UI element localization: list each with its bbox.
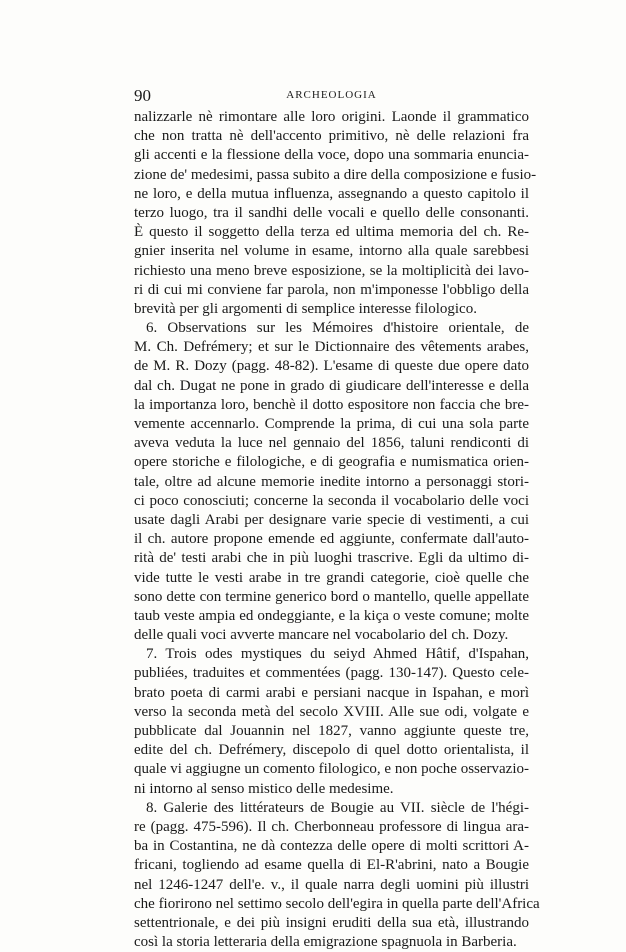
text-line: vemente accennarlo. Comprende la prima, di cui una sola parte (134, 416, 529, 432)
text-line: ba in Costantina, ne dà contezza delle opere di molti scrittori A- (134, 838, 529, 855)
text-line: nel 1246-1247 dell'e. v., il quale narra degli uomini più illustri (134, 876, 529, 893)
text-line: opere storiche e filologiche, e di geografia e numismatica orien- (134, 454, 529, 471)
text-line: de M. R. Dozy (pagg. 48-82). L'esame di queste due opere dato (134, 358, 529, 375)
text-line: brato poeta di carmi arabi e persiani nacque in Ispahan, e morì (134, 684, 529, 701)
text-line: settentrionale, e dei più insigni eruditi della sua età, illustrando (134, 914, 529, 931)
text-line: tale, oltre ad alcune memorie inedite intorno a personaggi stori- (134, 473, 529, 490)
text-line: vide tutte le vesti arabe in tre grandi categorie, cioè quelle che (134, 569, 529, 586)
text-line: ci poco conosciuti; concerne la seconda il vocabolario delle voci (134, 492, 529, 509)
page-number: 90 (134, 86, 151, 105)
text-line: gnier inserita nel volume in esame, intorno alla quale sarebbesi (134, 243, 529, 260)
text-line: brevità per gli argomenti di semplice interesse filologico. (134, 300, 477, 317)
body-text (134, 108, 540, 952)
text-line: ne loro, e della mutua influenza, assegnando a questo capitolo il (134, 185, 529, 202)
text-line: richiesto una meno breve esposizione, se la moltiplicità dei lavo- (134, 262, 529, 279)
text-line: 7. Trois odes mystiques du seiyd Ahmed Hâtif, d'Ispahan, (146, 646, 529, 663)
text-line: È questo il soggetto della terza ed ultima memoria del ch. Re- (134, 224, 529, 241)
text-line: verso la seconda metà del secolo XVIII. Alle sue odi, volgate e (134, 703, 529, 720)
text-line: ri di cui mi conviene far parola, non m'imponesse l'obbligo della (134, 281, 529, 298)
text-line: edite del ch. Defrémery, discepolo di quel dotto orientalista, il (134, 742, 529, 759)
text-line: fricani, togliendo ad esame quella di El-R'abrini, nato a Bougie (134, 857, 529, 874)
text-line: così la storia letteraria della emigrazione spagnuola in Barberia. (134, 934, 517, 951)
text-line: aveva veduta la luce nel gennaio del 1856, taluni rendiconti di (134, 435, 529, 452)
running-head: ARCHEOLOGIA (286, 89, 377, 101)
text-line: che fiorirono nel settimo secolo dell'egira in quella parte dell'Africa (134, 895, 540, 912)
text-line: ni intorno al senso mistico delle medesime. (134, 780, 394, 797)
text-line: M. Ch. Defrémery; et sur le Dictionnaire des vêtements arabes, (134, 339, 529, 356)
text-line: taub veste ampia ed ondeggiante, e la kiça o veste comune; molte (134, 607, 529, 624)
text-line: delle quali voci avverte mancare nel vocabolario del ch. Dozy. (134, 627, 509, 644)
page-header (134, 86, 529, 106)
text-line: re (pagg. 475-596). Il ch. Cherbonneau professore di lingua ara- (134, 818, 529, 835)
text-line: pubblicate dal Jouannin nel 1827, vanno aggiunte queste tre, (134, 723, 529, 739)
text-line: che non tratta nè dell'accento primitivo, nè delle relazioni fra (134, 128, 529, 145)
text-line: zione de' medesimi, passa subito a dire della composizione e fusio- (134, 166, 537, 183)
text-line: 6. Observations sur les Mémoires d'histoire orientale, de (146, 320, 529, 337)
text-line: nalizzarle nè rimontare alle loro origini. Laonde il grammatico (134, 109, 529, 125)
text-line: quale vi aggiugne un comento filologico, e non poche osservazio- (134, 761, 529, 778)
text-line: il ch. autore propone emende ed aggiunte, confermate dall'auto- (134, 531, 529, 548)
text-line: gli accenti e la flessione della voce, dopo una sommaria enuncia- (134, 147, 529, 164)
text-line: publiées, traduites et commentées (pagg. 130-147). Questo cele- (134, 665, 529, 682)
text-line: dal ch. Dugat ne pone in grado di giudicare dell'interesse e della (134, 377, 529, 394)
text-line: terzo luogo, tra il sandhi delle vocali e quello delle consonanti. (134, 204, 529, 221)
text-line: 8. Galerie des littérateurs de Bougie au VII. siècle de l'hégi- (146, 799, 529, 816)
text-line: usate dagli Arabi per designare varie specie di vestimenti, a cui (134, 511, 529, 528)
text-line: rità de' testi arabi che in più luoghi trascrive. Egli da ultimo di- (134, 550, 529, 567)
text-line: la importanza loro, benchè il dotto espositore non faccia che bre- (134, 396, 529, 413)
text-line: sono dette con termine generico bord o mantello, quelle appellate (134, 588, 529, 605)
